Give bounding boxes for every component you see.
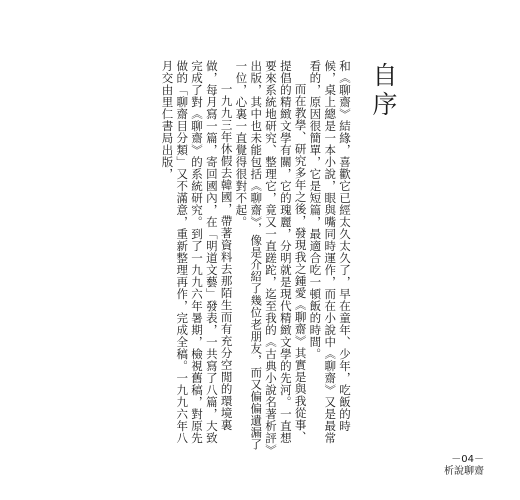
paragraph-2: 而在教學、研究多年之後，發現我之鍾愛《聊齋》其實是與我從事、提倡的精緻文學有關，它的瑰麗，分明就是現代精緻文學的先河。一直想要來系統地研究、整理它，竟又一直蹉跎，迄至我的《古典小說名著析評》出版，其中也未能包括《聊齋》，像是介紹了幾位老朋友，而又偏偏遺漏了一位，心裏一直覺得很對不起。	[234, 60, 308, 451]
body-text	[112, 60, 352, 452]
running-footer-title: 析說聊齋	[444, 466, 484, 477]
chapter-title: 自序	[369, 62, 398, 120]
paragraph-1: 和《聊齋》結緣，喜歡它已經太久太久了，早在童年、少年，吃飯的時候，桌上總是一本小說，眼與嘴同時運作，而在小說中《聊齋》又是最常看的，原因很簡單，它是短篇，最適合吃一頓飯的時間。	[308, 60, 352, 444]
page-number: －04－	[451, 454, 484, 465]
paragraph-3: 一九九三年休假去韓國，帶著資料去那陌生而有充分空閒的環境裏做，每月寫一篇，寄回國內，在「明道文藝」發表，一共寫了八篇，大致完成了對《聊齋》的系統研究。到了一九九六年暑期，檢視舊稿，對原先做的「聊齋目分類」又不滿意，重新整理再作，完成全稿。一九九六年八月交由里仁書局出版，	[160, 60, 234, 444]
